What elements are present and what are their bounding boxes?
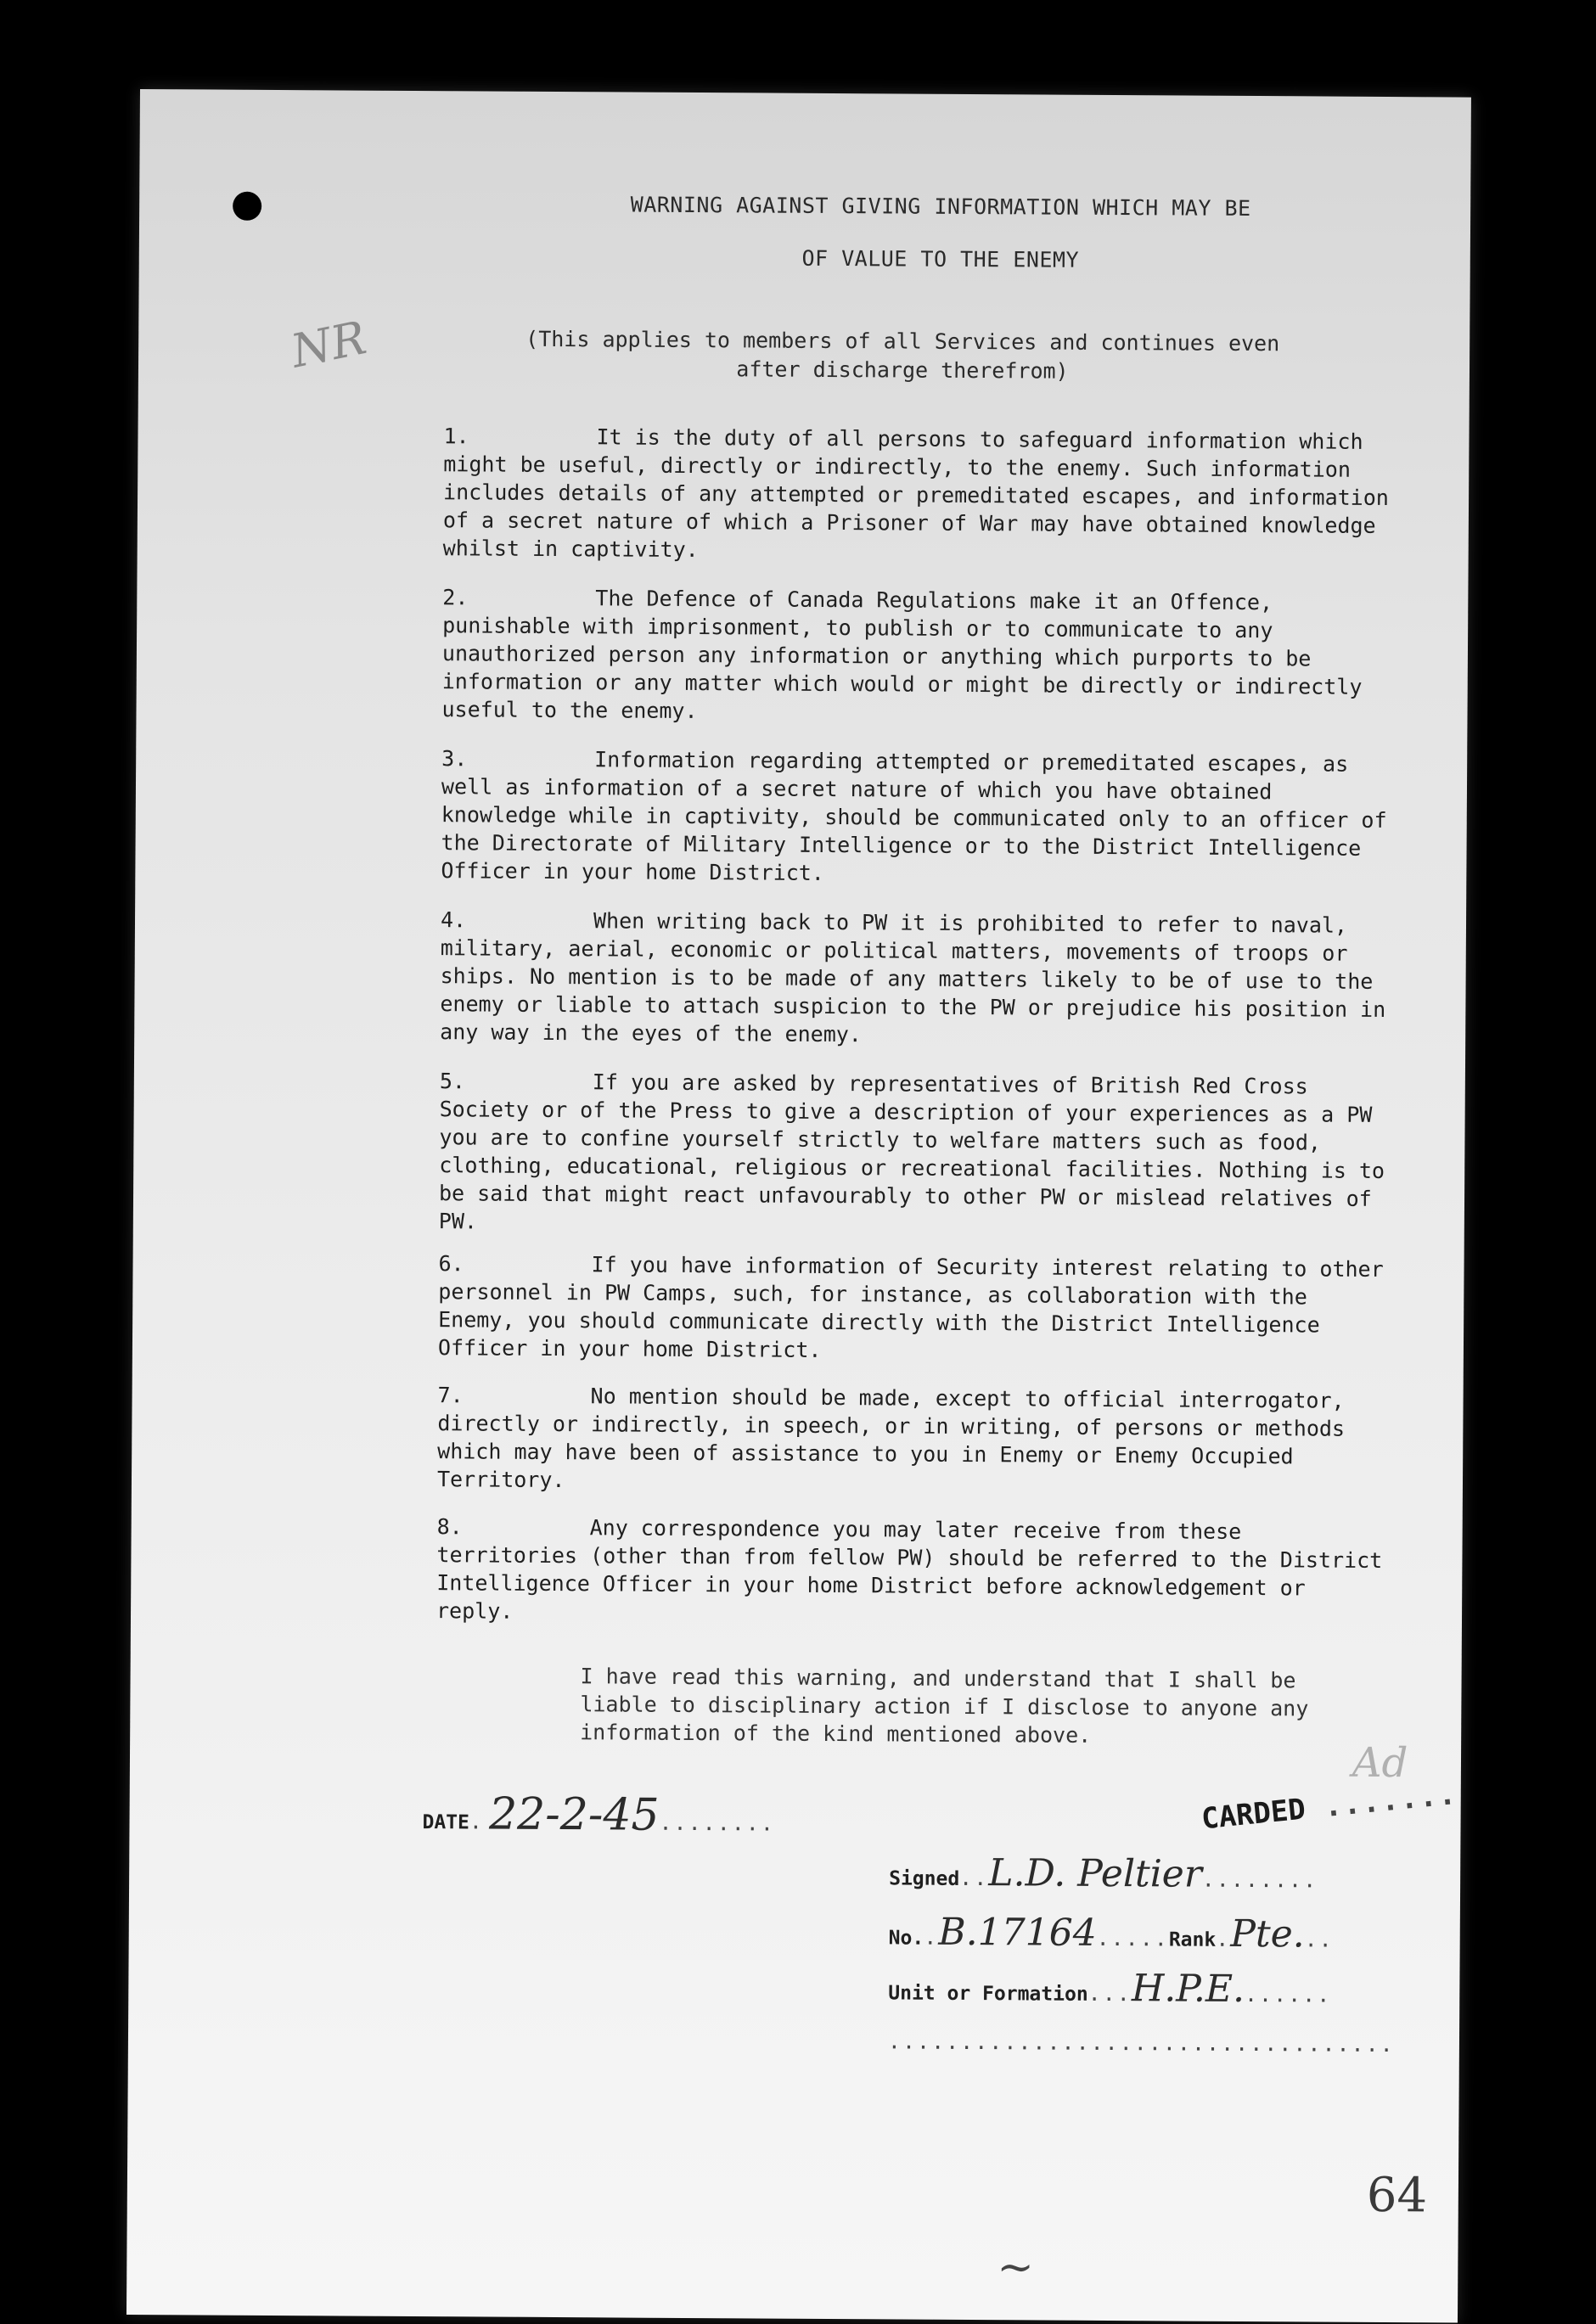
date-value: 22-2-45 (488, 1788, 660, 1841)
paragraph-number: 7. (437, 1383, 464, 1408)
signed-field: Signed..L.D. Peltier........ (889, 1851, 1318, 1896)
date-label: DATE (422, 1811, 470, 1834)
paragraph-2 (441, 583, 1393, 729)
unit-label: Unit or Formation (888, 1982, 1088, 2006)
paragraph-3 (441, 744, 1392, 890)
unit-value: H.P.E. (1131, 1967, 1245, 2011)
acknowledgement-text: I have read this warning, and understand that I shall be liable to disciplinary action if I disclose to anyone any information of the kind mentioned above. (580, 1664, 1309, 1748)
document-subtitle: (This applies to members of all Services and continues even after discharge therefrom) (525, 326, 1280, 384)
paragraph-text: No mention should be made, except to official interrogator, directly or indirectly, in speech, or in writing, of persons or methods which may have been of assistance to you in Enemy or Enemy Occupied Territory. (436, 1384, 1346, 1493)
paragraph-number: 1. (443, 424, 469, 449)
signed-label: Signed (889, 1867, 960, 1890)
paragraph-text: The Defence of Canada Regulations make it an Offence, punishable with imprisonment, to publish or to communicate to any unauthorized person any information or anything which purports to be information or any matter which would or might be directly or indirectly useful to the enemy. (441, 586, 1363, 724)
paragraph-number: 8. (436, 1514, 463, 1540)
paragraph-text: If you have information of Security interest relating to other personnel in PW Camps, such, for instance, as collaboration with the Enemy, you should communicate directly with the District Intelligence Officer in your home District. (437, 1252, 1384, 1362)
document-title-line-1: WARNING AGAINST GIVING INFORMATION WHICH MAY BE (630, 192, 1251, 221)
pen-mark: ~ (997, 2242, 1035, 2293)
paragraph-6 (438, 1249, 1390, 1367)
paragraph-1 (443, 422, 1395, 568)
blank-dotted-line: ................................... (887, 2029, 1395, 2057)
margin-note: NR (286, 311, 371, 379)
rank-value: Pte. (1230, 1911, 1305, 1956)
paragraph-number: 3. (441, 746, 468, 772)
service-number-field: No..B.17164.....Rank.Pte... (888, 1910, 1334, 1956)
paragraph-7 (437, 1381, 1389, 1499)
signature: L.D. Peltier (988, 1851, 1202, 1896)
paragraph-text: It is the duty of all persons to safeguard information which might be useful, directly or indirectly, to the enemy. Such information includes details of any attempted or premeditated escapes, and information of a secret nature of which a Prisoner of War may have obtained knowledge whilst in captivity. (442, 424, 1389, 563)
paragraph-number: 4. (440, 907, 467, 933)
paragraph-text: Information regarding attempted or premeditated escapes, as well as information of a secret nature of which you have obtained knowledge while in captivity, should be communicated only to an officer of the Directorate of Military Intelligence or to the District Intelligence Officer in your home District. (441, 747, 1387, 885)
number-label: No. (888, 1927, 924, 1950)
stamp-initials: Ad (1352, 1738, 1408, 1788)
paragraph-number: 6. (438, 1251, 464, 1277)
date-field: DATE. 22-2-45........ (422, 1788, 776, 1841)
carded-stamp-text: CARDED (1200, 1792, 1307, 1837)
paragraph-number: 2. (442, 585, 469, 610)
punch-hole (233, 192, 261, 221)
page-number: 64 (1366, 2167, 1428, 2224)
document-title-line-2: OF VALUE TO THE ENEMY (801, 245, 1080, 272)
paragraph-8 (436, 1513, 1388, 1631)
paragraph-4 (440, 906, 1391, 1052)
paragraph-number: 5. (439, 1069, 466, 1094)
paragraph-text: When writing back to PW it is prohibited to refer to naval, military, aerial, economic or political matters, movements of troops or ships. No mention is to be made of any matters likely to be of use to the enemy or liable to attach suspicion to the PW or prejudice his position in any way in the eyes of the enemy. (440, 908, 1386, 1047)
carded-stamp: CARDED ....... (1200, 1777, 1459, 1837)
paragraph-5 (439, 1067, 1391, 1241)
service-number: B.17164 (938, 1910, 1097, 1955)
document-page (126, 89, 1471, 2323)
unit-field: Unit or Formation...H.P.E....... (888, 1967, 1332, 2011)
paragraph-text: Any correspondence you may later receive from these territories (other than from fellow PW) should be referred to the District Intelligence Officer in your home District before acknowledgement or reply. (436, 1515, 1383, 1624)
rank-label: Rank (1168, 1928, 1217, 1951)
paragraph-text: If you are asked by representatives of British Red Cross Society or of the Press to give a description of your experiences as a PW you are to confine yourself strictly to welfare matters such as food, clothing, educational, religious or recreational facilities. Nothing is to be said that might react unfavourably to other PW or mislead relatives of PW. (438, 1069, 1385, 1234)
